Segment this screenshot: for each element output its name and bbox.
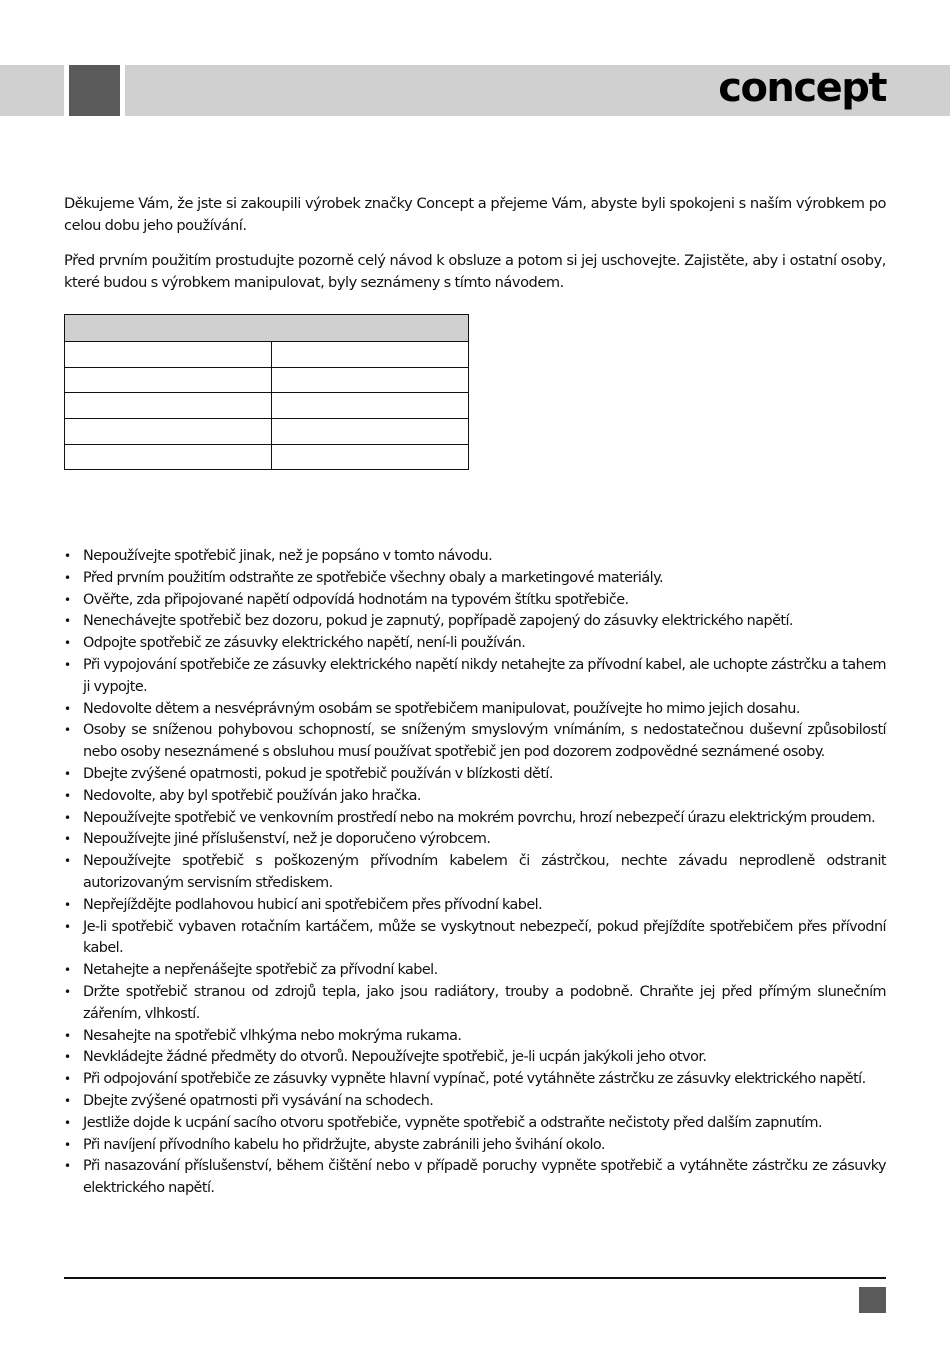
bullet-icon: • [64,549,71,563]
list-item [64,982,886,1026]
list-item-text: Osoby se sníženou pohybovou schopností, se sníženým smyslovým vnímáním, s nedostatečnou duševní způsobilostí nebo osoby neseznámené s obsluhou musí používat spotřebič jen pod dozorem zodpovědné seznámené osoby. [83,722,886,761]
list-item-text: Držte spotřebič stranou od zdrojů tepla, jako jsou radiátory, trouby a podobně. Chraňte jej před přímým slunečním zářením, vlhkostí. [83,983,886,1022]
list-item [64,633,886,655]
safety-instructions-list [64,546,886,1200]
header-accent-block [69,65,120,116]
table-cell [65,367,272,393]
list-item-text: Nesahejte na spotřebič vlhkýma nebo mokrýma rukama. [83,1027,462,1044]
bullet-icon: • [64,614,71,629]
list-item-text: Dbejte zvýšené opatrnosti, pokud je spotřebič používán v blízkosti dětí. [83,765,553,782]
bullet-icon: • [64,1137,71,1152]
table-row [65,367,469,393]
list-item-text: Nepřejíždějte podlahovou hubicí ani spotřebičem přes přívodní kabel. [83,896,543,913]
list-item [64,960,886,982]
table-cell [65,342,272,368]
list-item-text: Jestliže dojde k ucpání sacího otvoru spotřebiče, vypněte spotřebič a odstraňte nečistoty před dalším zapnutím. [83,1114,822,1131]
list-item [64,590,886,612]
list-item [64,546,886,568]
bullet-icon: • [64,592,71,607]
list-item [64,895,886,917]
list-item-text: Nepoužívejte spotřebič ve venkovním prostředí nebo na mokrém povrchu, hrozí nebezpečí úrazu elektrickým proudem. [83,809,876,826]
list-item [64,786,886,808]
list-item-text: Odpojte spotřebič ze zásuvky elektrického napětí, není-li používán. [83,635,526,652]
footer-divider [64,1277,886,1279]
list-item [64,851,886,895]
table-row [65,444,469,470]
list-item [64,1047,886,1069]
bullet-icon: • [64,919,71,934]
list-item [64,808,886,830]
list-item-text: Je-li spotřebič vybaven rotačním kartáčem, může se vyskytnout nebezpečí, pokud přejíždíte spotřebičem přes přívodní kabel. [83,918,886,957]
intro-paragraph-read-manual: Před prvním použitím prostudujte pozorně celý návod k obsluze a potom si jej uschovejte. Zajistěte, aby i ostatní osoby, které budou s výrobkem manipulovat, byly seznámeny s tímto návodem. [64,252,886,291]
list-item [64,699,886,721]
bullet-icon: • [64,1050,71,1065]
bullet-icon: • [64,1028,71,1043]
bullet-icon: • [64,570,71,585]
list-item [64,764,886,786]
list-item [64,611,886,633]
list-item [64,568,886,590]
list-item [64,1113,886,1135]
bullet-icon: • [64,963,71,978]
table-row [65,419,469,445]
table-cell [272,367,469,393]
bullet-icon: • [64,984,71,999]
list-item [64,829,886,851]
table-cell [272,444,469,470]
list-item [64,1135,886,1157]
bullet-icon: • [64,832,71,847]
table-cell [65,393,272,419]
list-item-text: Dbejte zvýšené opatrnosti při vysávání na schodech. [83,1092,434,1109]
bullet-icon: • [64,1159,71,1174]
bullet-icon: • [64,701,71,716]
list-item [64,1026,886,1048]
table-row [65,393,469,419]
list-item [64,1069,886,1091]
list-item [64,720,886,764]
list-item-text: Při nasazování příslušenství, během čištění nebo v případě poruchy vypněte spotřebič a vytáhněte zástrčku ze zásuvky elektrického napětí. [83,1158,886,1197]
list-item [64,655,886,699]
header-block-left [0,65,64,116]
list-item-text: Nenechávejte spotřebič bez dozoru, pokud je zapnutý, popřípadě zapojený do zásuvky elektrického napětí. [83,613,793,630]
bullet-icon: • [64,723,71,738]
bullet-icon: • [64,810,71,825]
spec-table-header [65,315,469,342]
list-item-text: Nedovolte, aby byl spotřebič používán jako hračka. [83,787,421,804]
bullet-icon: • [64,854,71,869]
spec-table [64,314,469,470]
list-item-text: Při navíjení přívodního kabelu ho přidržujte, abyste zabránili jeho švihání okolo. [83,1136,605,1153]
list-item-text: Nevkládejte žádné předměty do otvorů. Nepoužívejte spotřebič, je-li ucpán jakýkoli jeho otvor. [83,1049,707,1066]
list-item [64,1091,886,1113]
list-item-text: Nepoužívejte spotřebič jinak, než je popsáno v tomto návodu. [83,548,493,564]
bullet-icon: • [64,897,71,912]
brand-logo: concept [718,65,886,111]
bullet-icon: • [64,766,71,781]
list-item-text: Ověřte, zda připojované napětí odpovídá hodnotám na typovém štítku spotřebiče. [83,591,629,608]
page-number-box [859,1287,886,1313]
table-row [65,342,469,368]
list-item-text: Při odpojování spotřebiče ze zásuvky vypněte hlavní vypínač, poté vytáhněte zástrčku ze zásuvky elektrického napětí. [83,1071,866,1088]
list-item-text: Nepoužívejte jiné příslušenství, než je doporučeno výrobcem. [83,831,491,848]
intro-paragraph-thanks: Děkujeme Vám, že jste si zakoupili výrobek značky Concept a přejeme Vám, abyste byli spokojeni s naším výrobkem po celou dobu jeho používání. [64,195,886,234]
table-cell [272,393,469,419]
list-item-text: Nedovolte dětem a nesvéprávným osobám se spotřebičem manipulovat, používejte ho mimo jejich dosahu. [83,700,800,717]
list-item [64,1156,886,1200]
list-item-text: Při vypojování spotřebiče ze zásuvky elektrického napětí nikdy netahejte za přívodní kabel, ale uchopte zástrčku a tahem ji vypojte. [83,656,886,695]
table-cell [272,342,469,368]
table-cell [65,419,272,445]
list-item-text: Netahejte a nepřenášejte spotřebič za přívodní kabel. [83,962,438,979]
list-item-text: Před prvním použitím odstraňte ze spotřebiče všechny obaly a marketingové materiály. [83,569,664,586]
bullet-icon: • [64,636,71,651]
bullet-icon: • [64,1115,71,1130]
bullet-icon: • [64,657,71,672]
table-cell [65,444,272,470]
list-item [64,917,886,961]
bullet-icon: • [64,1072,71,1087]
bullet-icon: • [64,1093,71,1108]
list-item-text: Nepoužívejte spotřebič s poškozeným přívodním kabelem či zástrčkou, nechte závadu neprodleně odstranit autorizovaným servisním střediskem. [83,853,886,891]
table-cell [272,419,469,445]
bullet-icon: • [64,788,71,803]
